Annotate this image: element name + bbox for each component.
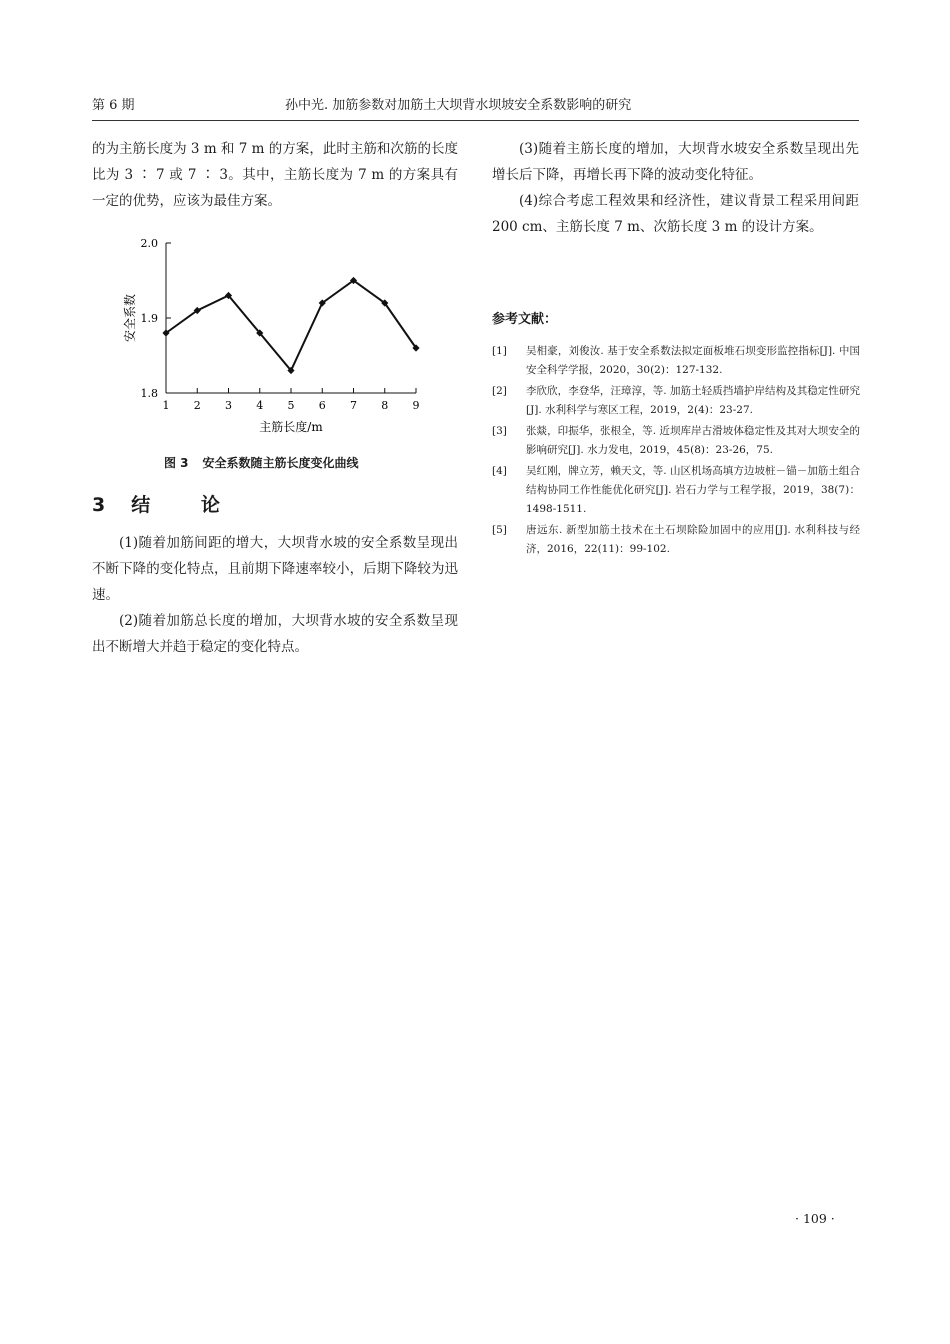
- x-tick-label: 5: [287, 399, 295, 412]
- section-heading: [92, 490, 242, 517]
- conclusions-left: [92, 530, 458, 660]
- x-tick-label: 7: [350, 399, 357, 412]
- series-line: [166, 281, 416, 371]
- safety-factor-chart: [108, 232, 438, 442]
- reference-number: [5]: [492, 524, 507, 536]
- figure-caption: [164, 454, 359, 471]
- reference-number: [3]: [492, 425, 507, 437]
- reference-item: [492, 382, 860, 420]
- reference-text: 吴相豪，刘俊汝. 基于安全系数法拟定面板堆石坝变形监控指标[J]. 中国安全科学学报，2020，30(2)：127-132.: [526, 345, 860, 376]
- x-tick-label: 6: [318, 399, 326, 412]
- x-tick-label: 4: [256, 399, 264, 412]
- reference-text: 吴红刚，牌立芳，赖天文，等. 山区机场高填方边坡桩－锚－加筋土组合结构协同工作性能优化研究[J]. 岩石力学与工程学报，2019，38(7)：1498-1511.: [526, 465, 860, 515]
- reference-item: [492, 422, 860, 460]
- x-tick-label: 9: [412, 399, 420, 412]
- reference-number: [4]: [492, 465, 507, 477]
- references-list: [492, 342, 860, 561]
- figure-label: 图 3: [164, 456, 189, 470]
- conclusions-right: [492, 136, 859, 240]
- reference-item: [492, 462, 860, 519]
- references-heading: 参考文献：: [492, 312, 558, 327]
- body-paragraph: 的为主筋长度为 3 m 和 7 m 的方案，此时主筋和次筋的长度比为 3 ∶ 7 或 7 ∶ 3。其中，主筋长度为 7 m 的方案具有一定的优势，应该为最佳方案。: [92, 141, 458, 209]
- section-title: 结 论: [131, 494, 242, 516]
- reference-text: 唐远东. 新型加筋土技术在土石坝除险加固中的应用[J]. 水利科技与经济，2016，22(11)：99-102.: [526, 524, 860, 555]
- x-tick-label: 1: [162, 399, 170, 412]
- x-tick-label: 3: [225, 399, 232, 412]
- x-tick-label: 2: [193, 399, 201, 412]
- x-tick-label: 8: [381, 399, 389, 412]
- conclusion-item: (2)随着加筋总长度的增加，大坝背水坡的安全系数呈现出不断增大并趋于稳定的变化特点。: [92, 613, 458, 655]
- reference-text: 李欣欣，李登华，汪璋淳，等. 加筋土轻质挡墙护岸结构及其稳定性研究[J]. 水利科学与寒区工程，2019，2(4)：23-27.: [526, 385, 860, 416]
- y-axis-label: 安全系数: [123, 293, 137, 343]
- reference-number: [2]: [492, 385, 507, 397]
- y-tick-label: 1.9: [140, 312, 158, 325]
- section-number: 3: [92, 494, 108, 516]
- reference-text: 张燚，印振华，张根全，等. 近坝库岸古滑坡体稳定性及其对大坝安全的影响研究[J]. 水力发电，2019，45(8)：23-26，75.: [526, 425, 860, 456]
- left-column-intro: [92, 136, 458, 214]
- conclusion-item: (3)随着主筋长度的增加，大坝背水坡安全系数呈现出先增长后下降，再增长再下降的波动变化特征。: [492, 141, 859, 183]
- x-axis-label: 主筋长度/m: [259, 420, 323, 434]
- page-number: · 109 ·: [795, 1211, 835, 1226]
- y-tick-label: 1.8: [140, 387, 158, 400]
- reference-item: [492, 342, 860, 380]
- reference-item: [492, 521, 860, 559]
- header-rule: [92, 120, 859, 121]
- conclusion-item: (1)随着加筋间距的增大，大坝背水坡的安全系数呈现出不断下降的变化特点，且前期下降速率较小，后期下降较为迅速。: [92, 535, 458, 603]
- y-tick-label: 2.0: [140, 237, 158, 250]
- figure-caption-text: 安全系数随主筋长度变化曲线: [202, 456, 359, 470]
- conclusion-item: (4)综合考虑工程效果和经济性，建议背景工程采用间距 200 cm、主筋长度 7 m、次筋长度 3 m 的设计方案。: [492, 193, 859, 235]
- reference-number: [1]: [492, 345, 507, 357]
- running-header-title: 孙中光. 加筋参数对加筋土大坝背水坝坡安全系数影响的研究: [285, 98, 632, 113]
- running-header-issue: 第 6 期: [92, 98, 135, 113]
